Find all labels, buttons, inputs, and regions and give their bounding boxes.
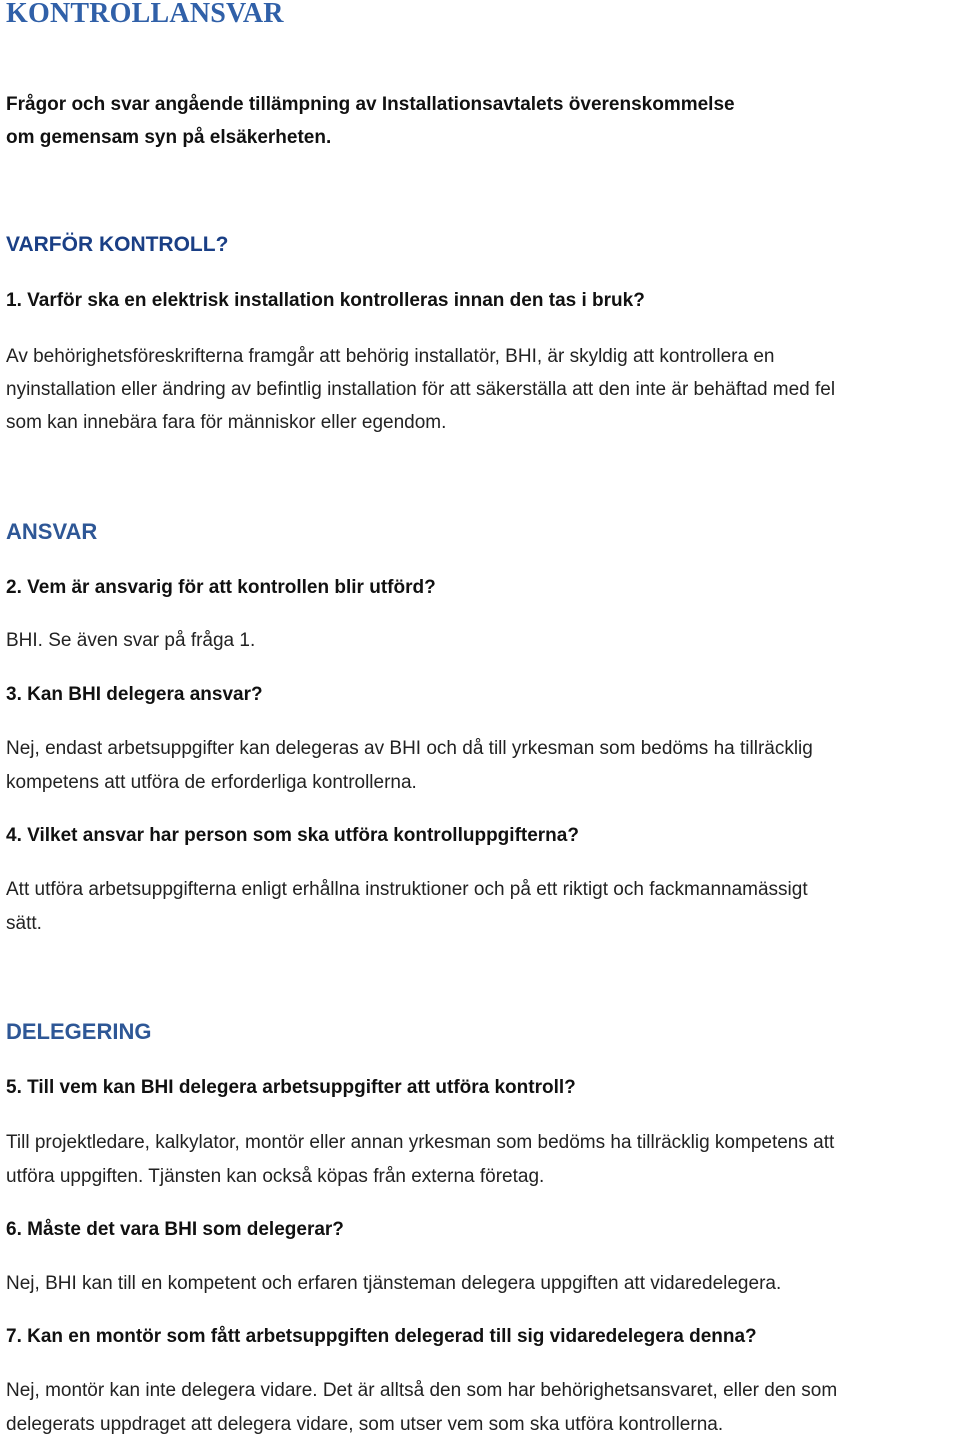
answer-3 <box>6 732 813 799</box>
answer-line: Nej, endast arbetsuppgifter kan delegeras av BHI och då till yrkesman som bedöms ha tillräcklig <box>6 732 813 766</box>
question-6: 6. Måste det vara BHI som delegerar? <box>6 1216 344 1244</box>
answer-4 <box>6 873 808 940</box>
intro-line: om gemensam syn på elsäkerheten. <box>6 121 735 154</box>
intro-line: Frågor och svar angående tillämpning av Installationsavtalets överenskommelse <box>6 88 735 121</box>
answer-line: kompetens att utföra de erforderliga kontrollerna. <box>6 766 813 800</box>
intro-text <box>6 88 735 154</box>
question-7: 7. Kan en montör som fått arbetsuppgiften delegerad till sig vidaredelegera denna? <box>6 1323 757 1351</box>
document-title: KONTROLLANSVAR <box>6 0 284 32</box>
question-1: 1. Varför ska en elektrisk installation kontrolleras innan den tas i bruk? <box>6 287 645 315</box>
section-heading-delegering: DELEGERING <box>6 1018 151 1046</box>
answer-6 <box>6 1267 781 1301</box>
answer-7 <box>6 1374 837 1441</box>
answer-line: Att utföra arbetsuppgifterna enligt erhållna instruktioner och på ett riktigt och fackmannamässigt <box>6 873 808 907</box>
answer-line: Nej, montör kan inte delegera vidare. Det är alltså den som har behörighetsansvaret, eller den som <box>6 1374 837 1408</box>
answer-line: nyinstallation eller ändring av befintlig installation för att säkerställa att den inte är behäftad med fel <box>6 373 835 406</box>
section-heading-ansvar: ANSVAR <box>6 518 97 546</box>
answer-line: delegerats uppdraget att delegera vidare, som utser vem som ska utföra kontrollerna. <box>6 1408 837 1441</box>
answer-line: Nej, BHI kan till en kompetent och erfaren tjänsteman delegera uppgiften att vidaredelegera. <box>6 1267 781 1301</box>
answer-5 <box>6 1126 834 1193</box>
answer-line: sätt. <box>6 907 808 941</box>
answer-line: BHI. Se även svar på fråga 1. <box>6 624 255 658</box>
answer-line: som kan innebära fara för människor eller egendom. <box>6 406 835 439</box>
answer-2 <box>6 624 255 658</box>
answer-line: utföra uppgiften. Tjänsten kan också köpas från externa företag. <box>6 1160 834 1194</box>
question-5: 5. Till vem kan BHI delegera arbetsuppgifter att utföra kontroll? <box>6 1074 576 1102</box>
question-4: 4. Vilket ansvar har person som ska utföra kontrolluppgifterna? <box>6 822 579 850</box>
question-2: 2. Vem är ansvarig för att kontrollen blir utförd? <box>6 574 436 602</box>
section-heading-varfor-kontroll: VARFÖR KONTROLL? <box>6 231 228 259</box>
question-3: 3. Kan BHI delegera ansvar? <box>6 681 263 709</box>
answer-line: Till projektledare, kalkylator, montör eller annan yrkesman som bedöms ha tillräcklig kompetens att <box>6 1126 834 1160</box>
answer-1 <box>6 340 835 439</box>
answer-line: Av behörighetsföreskrifterna framgår att behörig installatör, BHI, är skyldig att kontrollera en <box>6 340 835 373</box>
